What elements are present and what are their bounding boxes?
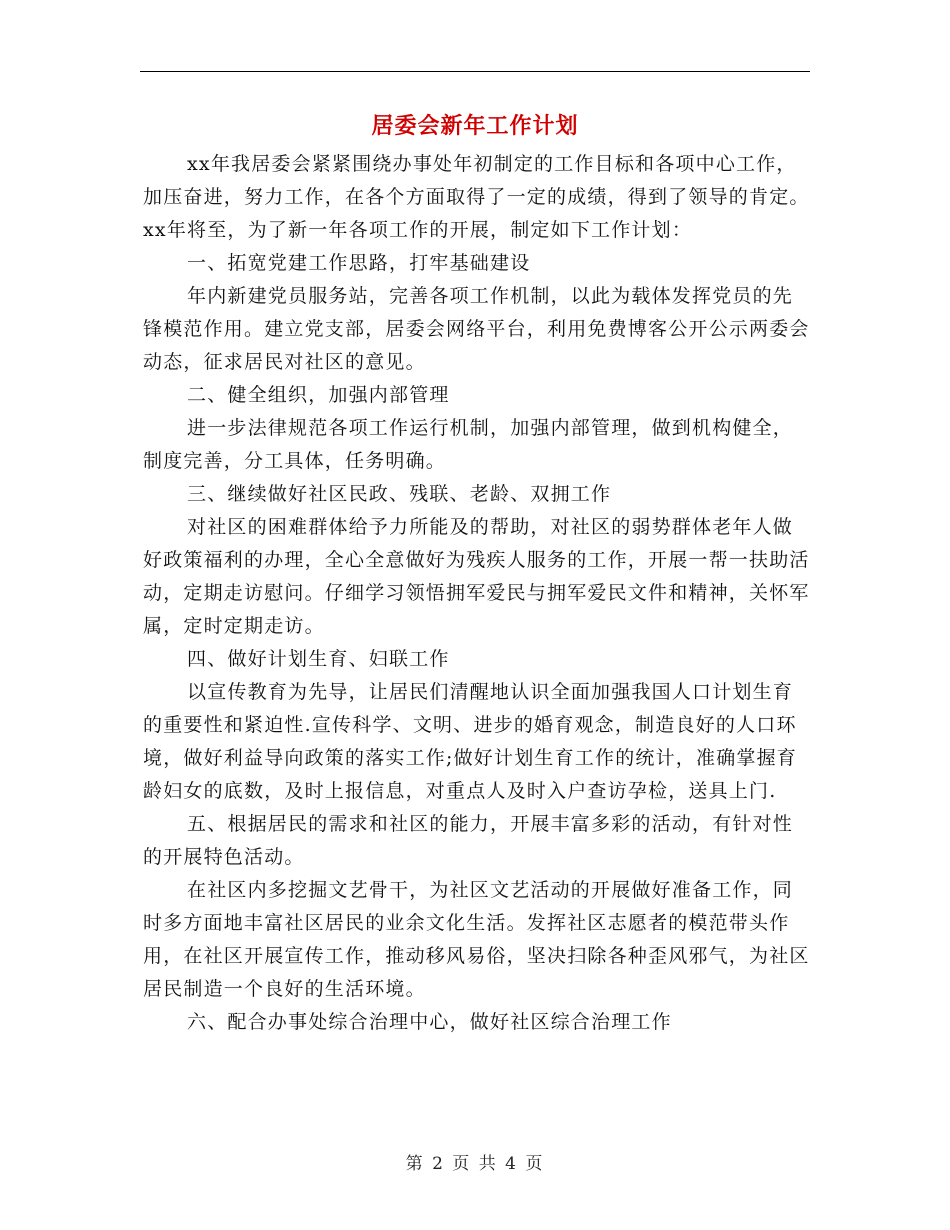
body-paragraph: 进一步法律规范各项工作运行机制，加强内部管理，做到机构健全，制度完善，分工具体，任务明确。	[143, 417, 794, 472]
page-footer: 第 2 页 共 4 页	[405, 1154, 545, 1174]
section-heading: 六、配合办事处综合治理中心，做好社区综合治理工作	[187, 1011, 672, 1033]
body-paragraph: xx年我居委会紧紧围绕办事处年初制定的工作目标和各项中心工作，加压奋进，努力工作，在各个方面取得了一定的成绩，得到了领导的肯定。xx年将至，为了新一年各项工作的开展，制定如下工作计划：	[143, 153, 810, 241]
body-paragraph: 对社区的困难群体给予力所能及的帮助，对社区的弱势群体老年人做好政策福利的办理，全心全意做好为残疾人服务的工作，开展一帮一扶助活动，定期走访慰问。仔细学习领悟拥军爱民与拥军爱民文件和精神，关怀军属，定时定期走访。	[143, 516, 810, 637]
section-heading: 四、做好计划生育、妇联工作	[187, 648, 450, 670]
section-heading: 一、拓宽党建工作思路，打牢基础建设	[187, 252, 531, 274]
body-paragraph: 在社区内多挖掘文艺骨干，为社区文艺活动的开展做好准备工作，同时多方面地丰富社区居民的业余文化生活。发挥社区志愿者的模范带头作用，在社区开展宣传工作，推动移风易俗，坚决扫除各种歪风邪气，为社区居民制造一个良好的生活环境。	[143, 879, 810, 1000]
section-heading: 二、健全组织，加强内部管理	[187, 384, 450, 406]
document-title: 居委会新年工作计划	[371, 113, 579, 139]
body-paragraph: 五、根据居民的需求和社区的能力，开展丰富多彩的活动，有针对性的开展特色活动。	[143, 813, 794, 868]
section-heading: 三、继续做好社区民政、残联、老龄、双拥工作	[187, 483, 612, 505]
header-rule	[140, 71, 810, 72]
body-paragraph: 以宣传教育为先导，让居民们清醒地认识全面加强我国人口计划生育的重要性和紧迫性.宣传科学、文明、进步的婚育观念，制造良好的人口环境，做好利益导向政策的落实工作;做好计划生育工作的统计，准确掌握育龄妇女的底数，及时上报信息，对重点人及时入户查访孕检，送具上门.	[143, 681, 798, 802]
body-paragraph: 年内新建党员服务站，完善各项工作机制，以此为载体发挥党员的先锋模范作用。建立党支部，居委会网络平台，利用免费博客公开公示两委会动态，征求居民对社区的意见。	[143, 285, 810, 373]
document-body	[143, 148, 813, 1039]
